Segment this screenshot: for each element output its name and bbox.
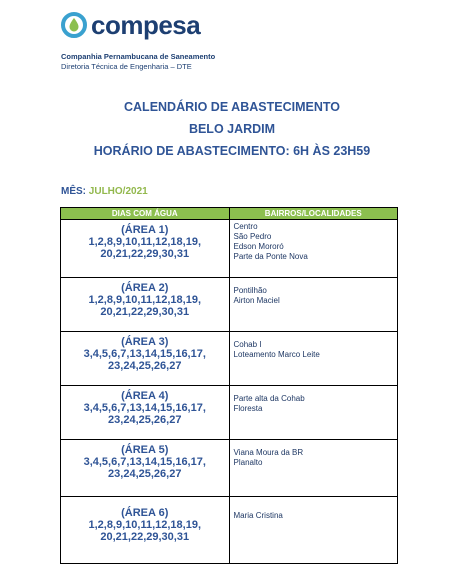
- locations-cell: [229, 220, 398, 278]
- table-row: [61, 278, 398, 332]
- supply-schedule-table: [60, 207, 398, 564]
- table-row: [61, 220, 398, 278]
- location-item: Centro: [233, 222, 258, 231]
- days-line: 3,4,5,6,7,13,14,15,16,17,: [83, 402, 206, 414]
- logo-text: compesa: [91, 10, 201, 40]
- locations-cell: [229, 386, 398, 440]
- days-line: 20,21,22,29,30,31: [100, 306, 190, 318]
- days-line: 1,2,8,9,10,11,12,18,19,: [88, 236, 202, 248]
- location-item: Cohab I: [233, 340, 262, 349]
- organization-name: Companhia Pernambucana de Saneamento: [61, 52, 216, 61]
- locations-cell: [229, 332, 398, 386]
- location-item: Floresta: [233, 404, 263, 413]
- header-locations: BAIRROS/LOCALIDADES: [229, 208, 398, 220]
- days-line: 1,2,8,9,10,11,12,18,19,: [88, 519, 202, 531]
- area-label: (ÁREA 2): [121, 282, 169, 294]
- days-cell: [61, 497, 230, 564]
- days-cell: [61, 386, 230, 440]
- calendar-title: CALENDÁRIO DE ABASTECIMENTO: [124, 100, 340, 114]
- location-item: Parte alta da Cohab: [233, 394, 305, 403]
- days-line: 3,4,5,6,7,13,14,15,16,17,: [83, 456, 206, 468]
- schedule-title: HORÁRIO DE ABASTECIMENTO: 6H ÀS 23H59: [93, 144, 371, 158]
- city-title: BELO JARDIM: [188, 122, 276, 136]
- area-label: (ÁREA 5): [121, 444, 169, 456]
- table-row: [61, 386, 398, 440]
- organization-department: Diretoria Técnica de Engenharia – DTE: [61, 62, 192, 71]
- location-item: São Pedro: [233, 232, 272, 241]
- area-label: (ÁREA 3): [121, 336, 169, 348]
- location-item: Viana Moura da BR: [233, 448, 304, 457]
- table-row: [61, 332, 398, 386]
- days-cell: [61, 278, 230, 332]
- days-line: 20,21,22,29,30,31: [100, 248, 190, 260]
- location-item: Planalto: [233, 458, 263, 467]
- locations-cell: [229, 497, 398, 564]
- organization-info: [61, 52, 215, 72]
- locations-cell: [229, 278, 398, 332]
- days-cell: [61, 220, 230, 278]
- month-label: MÊS:: [61, 186, 86, 197]
- table-header-row: [61, 208, 398, 220]
- days-cell: [61, 332, 230, 386]
- area-label: (ÁREA 4): [121, 390, 169, 402]
- water-drop-logo-icon: [61, 12, 87, 38]
- location-item: Airton Maciel: [233, 296, 280, 305]
- days-line: 23,24,25,26,27: [108, 468, 182, 480]
- month-value: JULHO/2021: [88, 186, 148, 197]
- location-item: Parte da Ponte Nova: [233, 252, 308, 261]
- table-row: [61, 497, 398, 564]
- location-item: Loteamento Marco Leite: [233, 350, 320, 359]
- location-item: Pontilhão: [233, 286, 267, 295]
- header-days: DIAS COM ÁGUA: [61, 208, 230, 220]
- days-line: 23,24,25,26,27: [108, 360, 182, 372]
- table-row: [61, 440, 398, 497]
- area-label: (ÁREA 6): [121, 507, 169, 519]
- locations-cell: [229, 440, 398, 497]
- document-titles: [0, 96, 464, 162]
- area-label: (ÁREA 1): [121, 224, 169, 236]
- days-line: 23,24,25,26,27: [108, 414, 182, 426]
- days-line: 1,2,8,9,10,11,12,18,19,: [88, 294, 202, 306]
- location-item: Maria Cristina: [233, 511, 283, 520]
- days-line: 20,21,22,29,30,31: [100, 531, 190, 543]
- compesa-logo: [61, 12, 200, 38]
- days-cell: [61, 440, 230, 497]
- days-line: 3,4,5,6,7,13,14,15,16,17,: [83, 348, 206, 360]
- location-item: Edson Mororó: [233, 242, 284, 251]
- month-line: [61, 186, 148, 197]
